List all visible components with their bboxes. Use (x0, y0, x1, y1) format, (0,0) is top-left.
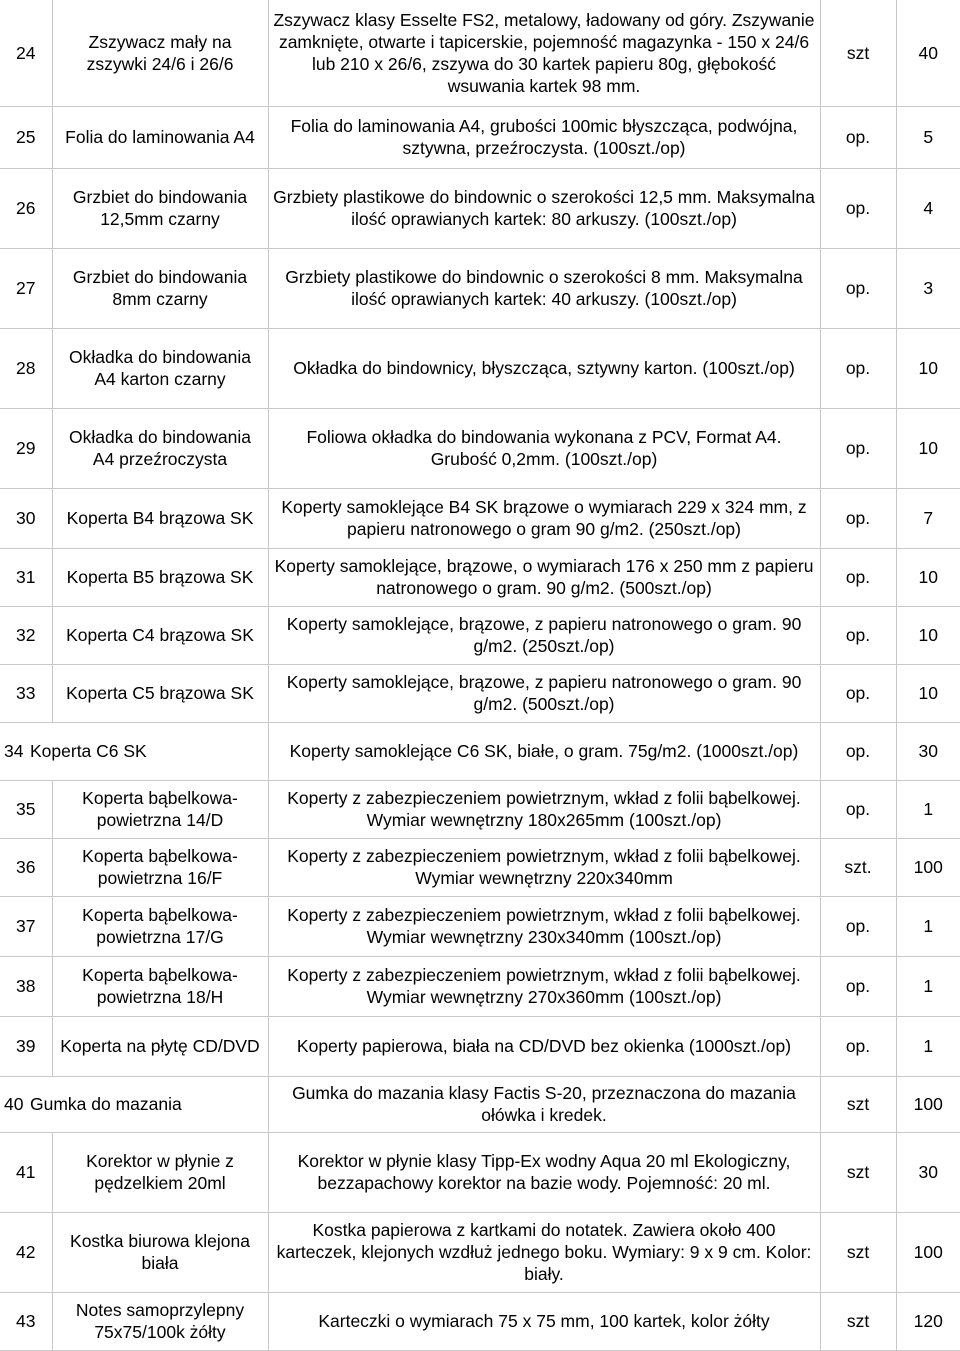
table-row (0, 606, 960, 664)
product-description: Folia do laminowania A4, grubości 100mic błyszcząca, podwójna, sztywna, przeźroczysta. (100szt./op) (268, 106, 820, 168)
quantity: 40 (896, 0, 960, 106)
product-name: Kostka biurowa klejona biała (52, 1212, 268, 1292)
unit: szt (820, 1212, 896, 1292)
product-name: Koperta bąbelkowa-powietrzna 14/D (52, 780, 268, 838)
table-row (0, 780, 960, 838)
unit: szt. (820, 838, 896, 896)
product-name: Koperta bąbelkowa-powietrzna 17/G (52, 896, 268, 956)
product-name: Okładka do bindowania A4 przeźroczysta (52, 408, 268, 488)
product-name: Zszywacz mały na zszywki 24/6 i 26/6 (52, 0, 268, 106)
product-description: Okładka do bindownicy, błyszcząca, sztywny karton. (100szt./op) (268, 328, 820, 408)
quantity: 1 (896, 896, 960, 956)
row-number: 29 (0, 408, 52, 488)
unit: op. (820, 168, 896, 248)
row-number: 39 (0, 1016, 52, 1076)
table-row (0, 548, 960, 606)
quantity: 1 (896, 1016, 960, 1076)
product-description: Karteczki o wymiarach 75 x 75 mm, 100 kartek, kolor żółty (268, 1292, 820, 1350)
table-row (0, 328, 960, 408)
product-name: Koperta C4 brązowa SK (52, 606, 268, 664)
row-number: 43 (0, 1292, 52, 1350)
row-number: 25 (0, 106, 52, 168)
row-number-and-name (0, 722, 268, 780)
product-name: Koperta na płytę CD/DVD (52, 1016, 268, 1076)
product-name: Folia do laminowania A4 (52, 106, 268, 168)
product-name: Korektor w płynie z pędzelkiem 20ml (52, 1132, 268, 1212)
quantity: 30 (896, 722, 960, 780)
quantity: 10 (896, 548, 960, 606)
row-number: 40 (4, 1094, 24, 1114)
row-number: 27 (0, 248, 52, 328)
product-name: Notes samoprzylepny 75x75/100k żółty (52, 1292, 268, 1350)
table-row (0, 896, 960, 956)
unit: szt (820, 1292, 896, 1350)
table-row (0, 248, 960, 328)
row-number: 33 (0, 664, 52, 722)
quantity: 5 (896, 106, 960, 168)
product-name: Koperta bąbelkowa-powietrzna 18/H (52, 956, 268, 1016)
quantity: 10 (896, 408, 960, 488)
quantity: 1 (896, 956, 960, 1016)
product-description: Korektor w płynie klasy Tipp-Ex wodny Aqua 20 ml Ekologiczny, bezzapachowy korektor na bazie wody. Pojemność: 20 ml. (268, 1132, 820, 1212)
product-name: Grzbiet do bindowania 8mm czarny (52, 248, 268, 328)
row-number-and-name (0, 1076, 268, 1132)
table-row (0, 168, 960, 248)
row-number: 30 (0, 488, 52, 548)
product-name: Koperta C5 brązowa SK (52, 664, 268, 722)
row-number: 31 (0, 548, 52, 606)
table-row (0, 1292, 960, 1350)
product-description: Foliowa okładka do bindowania wykonana z PCV, Format A4. Grubość 0,2mm. (100szt./op) (268, 408, 820, 488)
unit: op. (820, 1016, 896, 1076)
table-row (0, 106, 960, 168)
product-description: Koperty samoklejące, brązowe, o wymiarach 176 x 250 mm z papieru natronowego o gram. 90 g/m2. (500szt./op) (268, 548, 820, 606)
table-row (0, 722, 960, 780)
unit: szt (820, 1132, 896, 1212)
product-description: Koperty z zabezpieczeniem powietrznym, wkład z folii bąbelkowej. Wymiar wewnętrzny 180x265mm (100szt./op) (268, 780, 820, 838)
row-number: 37 (0, 896, 52, 956)
table-row (0, 1132, 960, 1212)
product-description: Koperty samoklejące, brązowe, z papieru natronowego o gram. 90 g/m2. (500szt./op) (268, 664, 820, 722)
product-name: Koperta B5 brązowa SK (52, 548, 268, 606)
quantity: 4 (896, 168, 960, 248)
unit: op. (820, 408, 896, 488)
product-name: Koperta bąbelkowa-powietrzna 16/F (52, 838, 268, 896)
row-number: 32 (0, 606, 52, 664)
product-description: Gumka do mazania klasy Factis S-20, przeznaczona do mazania ołówka i kredek. (268, 1076, 820, 1132)
unit: op. (820, 248, 896, 328)
quantity: 10 (896, 664, 960, 722)
row-number: 26 (0, 168, 52, 248)
product-name: Koperta B4 brązowa SK (52, 488, 268, 548)
product-description: Koperty samoklejące, brązowe, z papieru natronowego o gram. 90 g/m2. (250szt./op) (268, 606, 820, 664)
product-description: Zszywacz klasy Esselte FS2, metalowy, ładowany od góry. Zszywanie zamknięte, otwarte i tapicerskie, pojemność magazynka - 150 x 24/6 lub 210 x 26/6, zszywa do 30 kartek papieru 80g, głębokość wsuwania kartek 98 mm. (268, 0, 820, 106)
product-name: Koperta C6 SK (30, 741, 147, 761)
unit: op. (820, 896, 896, 956)
unit: op. (820, 106, 896, 168)
product-description: Koperty z zabezpieczeniem powietrznym, wkład z folii bąbelkowej. Wymiar wewnętrzny 270x360mm (100szt./op) (268, 956, 820, 1016)
quantity: 1 (896, 780, 960, 838)
table-row (0, 488, 960, 548)
row-number: 35 (0, 780, 52, 838)
unit: op. (820, 780, 896, 838)
product-description: Grzbiety plastikowe do bindownic o szerokości 8 mm. Maksymalna ilość oprawianych kartek: 40 arkuszy. (100szt./op) (268, 248, 820, 328)
quantity: 3 (896, 248, 960, 328)
product-description: Grzbiety plastikowe do bindownic o szerokości 12,5 mm. Maksymalna ilość oprawianych kartek: 80 arkuszy. (100szt./op) (268, 168, 820, 248)
unit: op. (820, 722, 896, 780)
product-description: Koperty z zabezpieczeniem powietrznym, wkład z folii bąbelkowej. Wymiar wewnętrzny 230x340mm (100szt./op) (268, 896, 820, 956)
table-row (0, 1076, 960, 1132)
row-number: 41 (0, 1132, 52, 1212)
row-number: 38 (0, 956, 52, 1016)
quantity: 100 (896, 1076, 960, 1132)
product-description: Koperty z zabezpieczeniem powietrznym, wkład z folii bąbelkowej. Wymiar wewnętrzny 220x340mm (268, 838, 820, 896)
table-row (0, 664, 960, 722)
table-row (0, 1212, 960, 1292)
table-row (0, 1016, 960, 1076)
unit: op. (820, 606, 896, 664)
unit: op. (820, 548, 896, 606)
product-description: Koperty samoklejące B4 SK brązowe o wymiarach 229 x 324 mm, z papieru natronowego o gram 90 g/m2. (250szt./op) (268, 488, 820, 548)
unit: op. (820, 488, 896, 548)
product-name: Grzbiet do bindowania 12,5mm czarny (52, 168, 268, 248)
unit: op. (820, 956, 896, 1016)
table-row (0, 408, 960, 488)
unit: op. (820, 328, 896, 408)
quantity: 10 (896, 328, 960, 408)
product-name: Okładka do bindowania A4 karton czarny (52, 328, 268, 408)
table-row (0, 0, 960, 106)
product-name: Gumka do mazania (30, 1094, 182, 1114)
row-number: 34 (4, 741, 24, 761)
quantity: 7 (896, 488, 960, 548)
product-description: Kostka papierowa z kartkami do notatek. Zawiera około 400 karteczek, klejonych wzdłuż jednego boku. Wymiary: 9 x 9 cm. Kolor: biały. (268, 1212, 820, 1292)
row-number: 28 (0, 328, 52, 408)
table-row (0, 838, 960, 896)
product-description: Koperty papierowa, biała na CD/DVD bez okienka (1000szt./op) (268, 1016, 820, 1076)
unit: szt (820, 1076, 896, 1132)
quantity: 100 (896, 1212, 960, 1292)
unit: op. (820, 664, 896, 722)
row-number: 42 (0, 1212, 52, 1292)
row-number: 36 (0, 838, 52, 896)
product-description: Koperty samoklejące C6 SK, białe, o gram. 75g/m2. (1000szt./op) (268, 722, 820, 780)
quantity: 10 (896, 606, 960, 664)
quantity: 120 (896, 1292, 960, 1350)
unit: szt (820, 0, 896, 106)
row-number: 24 (0, 0, 52, 106)
table-row (0, 956, 960, 1016)
quantity: 30 (896, 1132, 960, 1212)
quantity: 100 (896, 838, 960, 896)
